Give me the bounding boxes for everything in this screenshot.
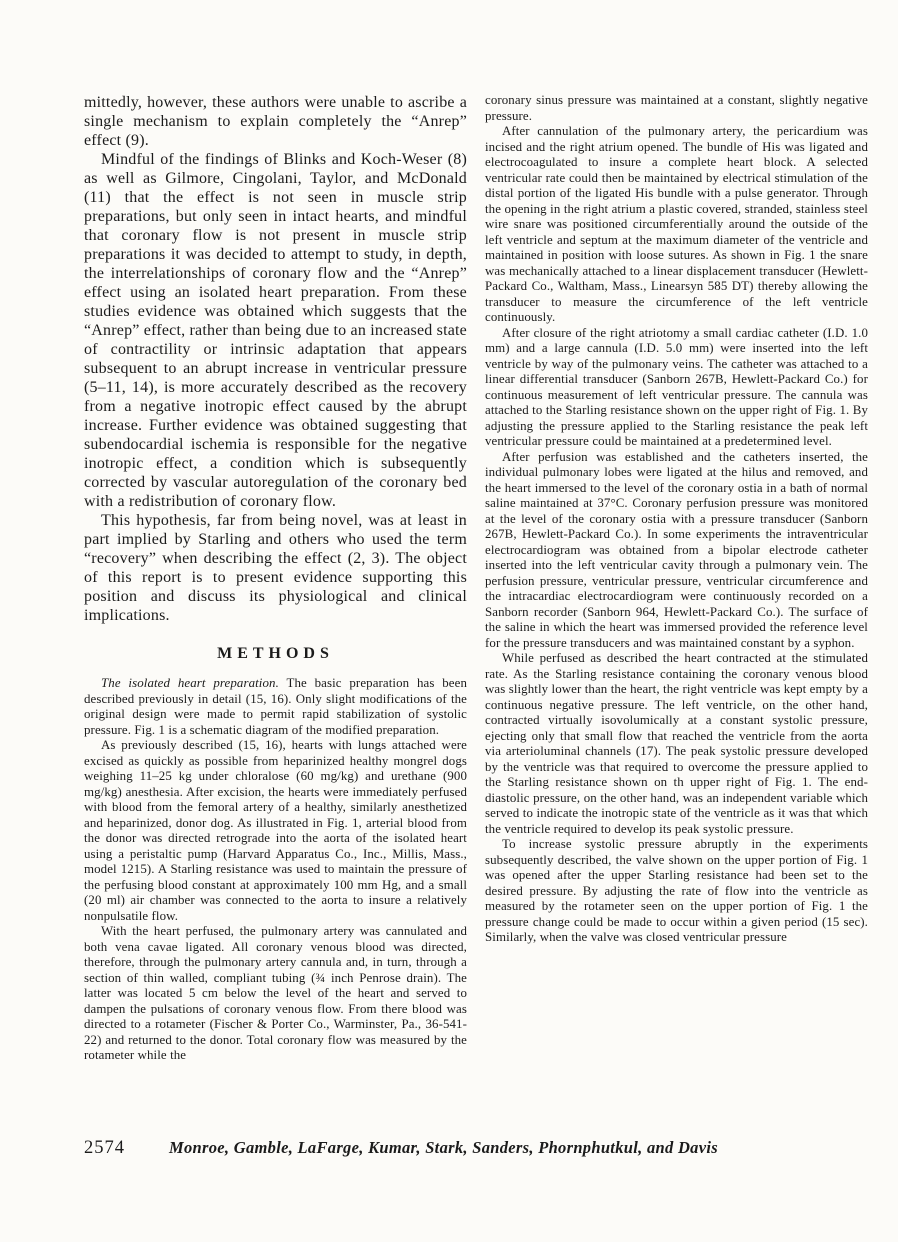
paragraph: With the heart perfused, the pulmonary artery was cannulated and both vena cavae ligated. All coronary venous blood was directed, therefore, through the pulmonary artery cannula and, in turn, through a section of thin walled, compliant tubing (¾ inch Penrose drain). The latter was located 5 cm below the level of the heart and served to dampen the pulsations of coronary venous flow. From there blood was directed to a rotameter (Fischer & Porter Co., Warminster, Pa., 36-541-22) and returned to the donor. Total coronary flow was measured by the rotameter while the: [84, 924, 467, 1062]
running-authors: Monroe, Gamble, LaFarge, Kumar, Stark, Sanders, Phornphutkul, and Davis: [169, 1138, 718, 1157]
right-column: [485, 93, 868, 1064]
paragraph: After closure of the right atriotomy a small cardiac catheter (I.D. 1.0 mm) and a large cannula (I.D. 5.0 mm) were inserted into the left ventricle by way of the pulmonary veins. The catheter was attached to a linear differential transducer (Sanborn 267B, Hewlett-Packard Co.) for continuous measurement of left ventricular pressure. The cannula was attached to the Starling resistance shown on the upper right of Fig. 1. By adjusting the pressure applied to the Starling resistance the peak left ventricular pressure could be maintained at a predetermined level.: [485, 325, 868, 448]
paragraph: While perfused as described the heart contracted at the stimulated rate. As the Starling resistance containing the coronary venous blood was slightly lower than the heart, the right ventricle was kept empty by a continuous negative pressure. The left ventricle, on the other hand, contracted virtually isovolumically at a constant systolic pressure, ejecting only that small flow that reached the ventricle from the aorta via arterioluminal channels (17). The peak systolic pressure developed by the ventricle was that required to overcome the pressure applied to the Starling resistance shown on th upper right of Fig. 1. The end-diastolic pressure, on the other hand, was an independent variable which served to indicate the inotropic state of the ventricle as it was that which the ventricle required to develop its peak systolic pressure.: [485, 651, 868, 836]
section-heading-methods: METHODS: [217, 645, 334, 662]
paragraph: Mindful of the findings of Blinks and Koch-Weser (8) as well as Gilmore, Cingolani, Taylor, and McDonald (11) that the effect is not seen in muscle strip preparations, but only seen in intact hearts, and mindful that coronary flow is not present in muscle strip preparations it was decided to attempt to study, in depth, the interrelationships of coronary flow and the “Anrep” effect using an isolated heart preparation. From these studies evidence was obtained which suggests that the “Anrep” effect, rather than being due to an increased state of contractility or intrinsic adaptation that appears subsequent to an abrupt increase in ventricular pressure (5–11, 14), is more accurately described as the recovery from a negative inotropic effect caused by the abrupt increase. Further evidence was obtained suggesting that subendocardial ischemia is responsible for the negative inotropic effect, a condition which is subsequently corrected by vascular autoregulation of the coronary bed with a redistribution of coronary flow.: [84, 151, 467, 510]
page-number: 2574: [84, 1138, 125, 1158]
paragraph: coronary sinus pressure was maintained at a constant, slightly negative pressure.: [485, 93, 868, 123]
left-column: [84, 93, 467, 1064]
paragraph: After perfusion was established and the catheters inserted, the individual pulmonary lobes were ligated at the hilus and removed, and the heart immersed to the level of the coronary ostia in a bath of normal saline maintained at 37°C. Coronary perfusion pressure was monitored at the level of the coronary ostia with a pressure transducer (Sanborn 267B, Hewlett-Packard Co.). In some experiments the intraventricular electrocardiogram was obtained from a bipolar electrode catheter inserted into the left ventricular cavity through a pulmonary vein. The perfusion pressure, ventricular pressure, ventricular circumference and the intracardiac electrocardiogram were continuously recorded on a Sanborn recorder (Sanborn 964, Hewlett-Packard Co.). The surface of the saline in which the heart was immersed provided the reference level for the pressure transducers and was maintained constant by a syphon.: [485, 449, 868, 650]
paragraph: mittedly, however, these authors were unable to ascribe a single mechanism to explain completely the “Anrep” effect (9).: [84, 94, 467, 149]
paragraph: This hypothesis, far from being novel, was at least in part implied by Starling and others who used the term “recovery” when describing the effect (2, 3). The object of this report is to present evidence supporting this position and discuss its physiological and clinical implications.: [84, 512, 467, 624]
paragraph: [84, 676, 467, 738]
paragraph-text: The basic preparation has been described previously in detail (15, 16). Only slight modifications of the original design were made to permit rapid stabilization of systolic pressure. Fig. 1 is a schematic diagram of the modified preparation.: [84, 676, 467, 737]
two-column-text-block: [84, 93, 868, 1064]
paragraph: After cannulation of the pulmonary artery, the pericardium was incised and the right atrium opened. The bundle of His was ligated and electrocoagulated to insure a complete heart block. A selected ventricular rate could then be maintained by electrical stimulation of the distal portion of the ligated His bundle with a pulse generator. Through the opening in the right atrium a plastic covered, stranded, stainless steel wire snare was positioned circumferentially around the outside of the left ventricle and septum at the maximum diameter of the ventricle and maintained in position with loose sutures. As shown in Fig. 1 the snare was mechanically attached to a linear displacement transducer (Hewlett-Packard Co., Waltham, Mass., Linearsyn 585 DT) thereby allowing the transducer to measure the circumference of the left ventricle continuously.: [485, 124, 868, 324]
paragraph: To increase systolic pressure abruptly in the experiments subsequently described, the valve shown on the upper portion of Fig. 1 was opened after the upper Starling resistance had been set to the desired pressure. By adjusting the rate of flow into the ventricle as measured by the rotameter seen on the upper portion of Fig. 1 the pressure change could be made to occur within a given period (15 sec). Similarly, when the valve was closed ventricular pressure: [485, 837, 868, 944]
page-footer: [84, 1138, 844, 1159]
paragraph-lead-italic: The isolated heart preparation.: [101, 676, 279, 690]
paragraph: As previously described (15, 16), hearts with lungs attached were excised as quickly as possible from heparinized healthy mongrel dogs weighing 11–25 kg under chloralose (60 mg/kg) and urethane (900 mg/kg) anesthesia. After excision, the hearts were immediately perfused with blood from the femoral artery of a healthy, similarly anesthetized and heparinized, donor dog. As illustrated in Fig. 1, arterial blood from the donor was directed retrograde into the aorta of the isolated heart using a peristaltic pump (Harvard Apparatus Co., Inc., Millis, Mass., model 1215). A Starling resistance was used to maintain the pressure of the perfusing blood constant at approximately 100 mm Hg, and a small (20 ml) air chamber was connected to the aorta to insure a relatively nonpulsatile flow.: [84, 738, 467, 923]
